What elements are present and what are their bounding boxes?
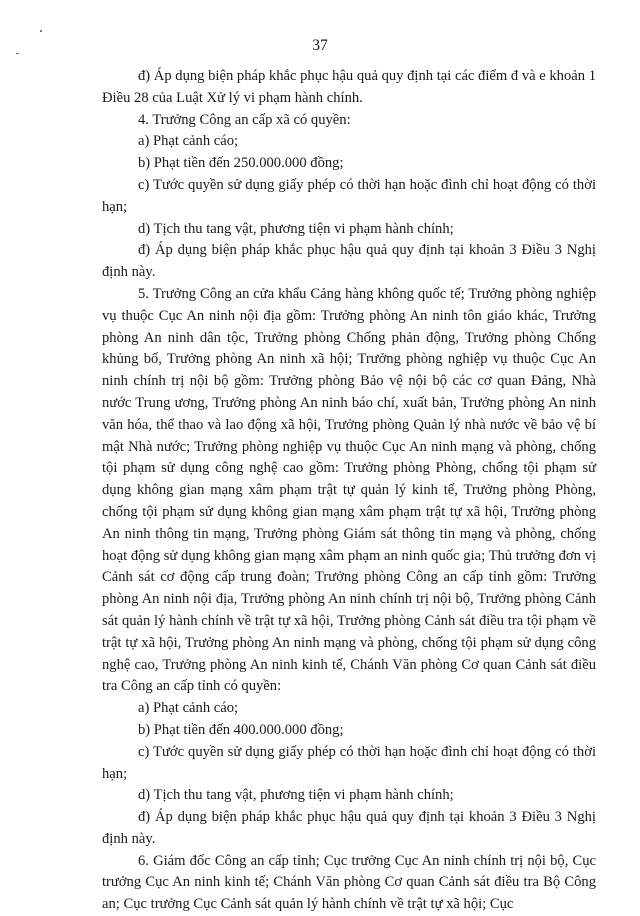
paragraph: a) Phạt cảnh cáo; [138,700,239,717]
paragraph: 5. Trưởng Công an cửa khẩu Cảng hàng không quốc tế; Trưởng phòng nghiệp vụ thuộc Cục An ninh nội địa gồm: Trưởng phòng An ninh tôn giáo khác, Trưởng phòng An ninh dân tộc, Trưởng phòng Chống phản động, Trưởng phòng Chống khủng bố, Trưởng phòng An ninh xã hội; Trưởng phòng nghiệp vụ thuộc Cục An ninh chính trị nội bộ gồm: Trưởng phòng Bảo vệ nội bộ các cơ quan Đảng, Nhà nước Trung ương, Trưởng phòng An ninh báo chí, xuất bản, Trưởng phòng An ninh văn hóa, thể thao và lao động xã hội, Trưởng phòng Quản lý nhà nước về bảo vệ bí mật Nhà nước; Trưởng phòng nghiệp vụ thuộc Cục An ninh mạng và phòng, chống tội phạm sử dụng công nghệ cao gồm: Trưởng phòng Phòng, chống tội phạm sử dụng không gian mạng xâm phạm trật tự quản lý kinh tế, Trưởng phòng Phòng, chống tội phạm sử dụng không gian mạng xâm phạm trật tự xã hội, Trưởng phòng An ninh thông tin mạng, Trưởng phòng Giám sát thông tin mạng và phòng, chống hoạt động sử dụng không gian mạng xâm phạm an ninh quốc gia; Thủ trưởng đơn vị Cảnh sát cơ động cấp trung đoàn; Trưởng phòng Công an cấp tỉnh gồm: Trưởng phòng An ninh nội địa, Trưởng phòng An ninh chính trị nội bộ, Trưởng phòng Cảnh sát quản lý hành chính về trật tự xã hội, Trưởng phòng Cảnh sát điều tra tội phạm về trật tự xã hội, Trưởng phòng An ninh mạng và phòng, chống tội phạm sử dụng công nghệ cao, Trưởng phòng An ninh kinh tế, Chánh Văn phòng Cơ quan Cảnh sát điều tra Công an cấp tỉnh có quyền: [102,285,596,695]
paragraph: đ) Áp dụng biện pháp khắc phục hậu quả quy định tại các điểm đ và e khoản 1 Điều 28 của Luật Xử lý vi phạm hành chính. [102,68,596,106]
paragraph: d) Tịch thu tang vật, phương tiện vi phạm hành chính; [138,787,454,804]
document-body [102,66,596,916]
paragraph: a) Phạt cảnh cáo; [138,133,239,150]
paragraph: 4. Trưởng Công an cấp xã có quyền: [138,111,351,128]
paragraph: c) Tước quyền sử dụng giấy phép có thời hạn hoặc đình chỉ hoạt động có thời hạn; [102,176,596,215]
paragraph: d) Tịch thu tang vật, phương tiện vi phạm hành chính; [138,220,454,237]
paragraph: 6. Giám đốc Công an cấp tỉnh; Cục trưởng Cục An ninh chính trị nội bộ, Cục trưởng Cục An ninh kinh tế; Chánh Văn phòng Cơ quan Cảnh sát điều tra Bộ Công an; Cục trưởng Cục Cảnh sát quản lý hành chính về trật tự xã hội; Cục [102,852,596,913]
paragraph: b) Phạt tiền đến 250.000.000 đồng; [138,155,344,172]
paragraph: đ) Áp dụng biện pháp khắc phục hậu quả quy định tại khoản 3 Điều 3 Nghị định này. [102,242,596,281]
paragraph: đ) Áp dụng biện pháp khắc phục hậu quả quy định tại khoản 3 Điều 3 Nghị định này. [102,809,596,847]
paragraph: c) Tước quyền sử dụng giấy phép có thời hạn hoặc đình chỉ hoạt động có thời hạn; [102,743,596,782]
scan-speck [40,30,42,32]
page-number: 37 [312,37,328,54]
paragraph: b) Phạt tiền đến 400.000.000 đồng; [138,721,344,738]
